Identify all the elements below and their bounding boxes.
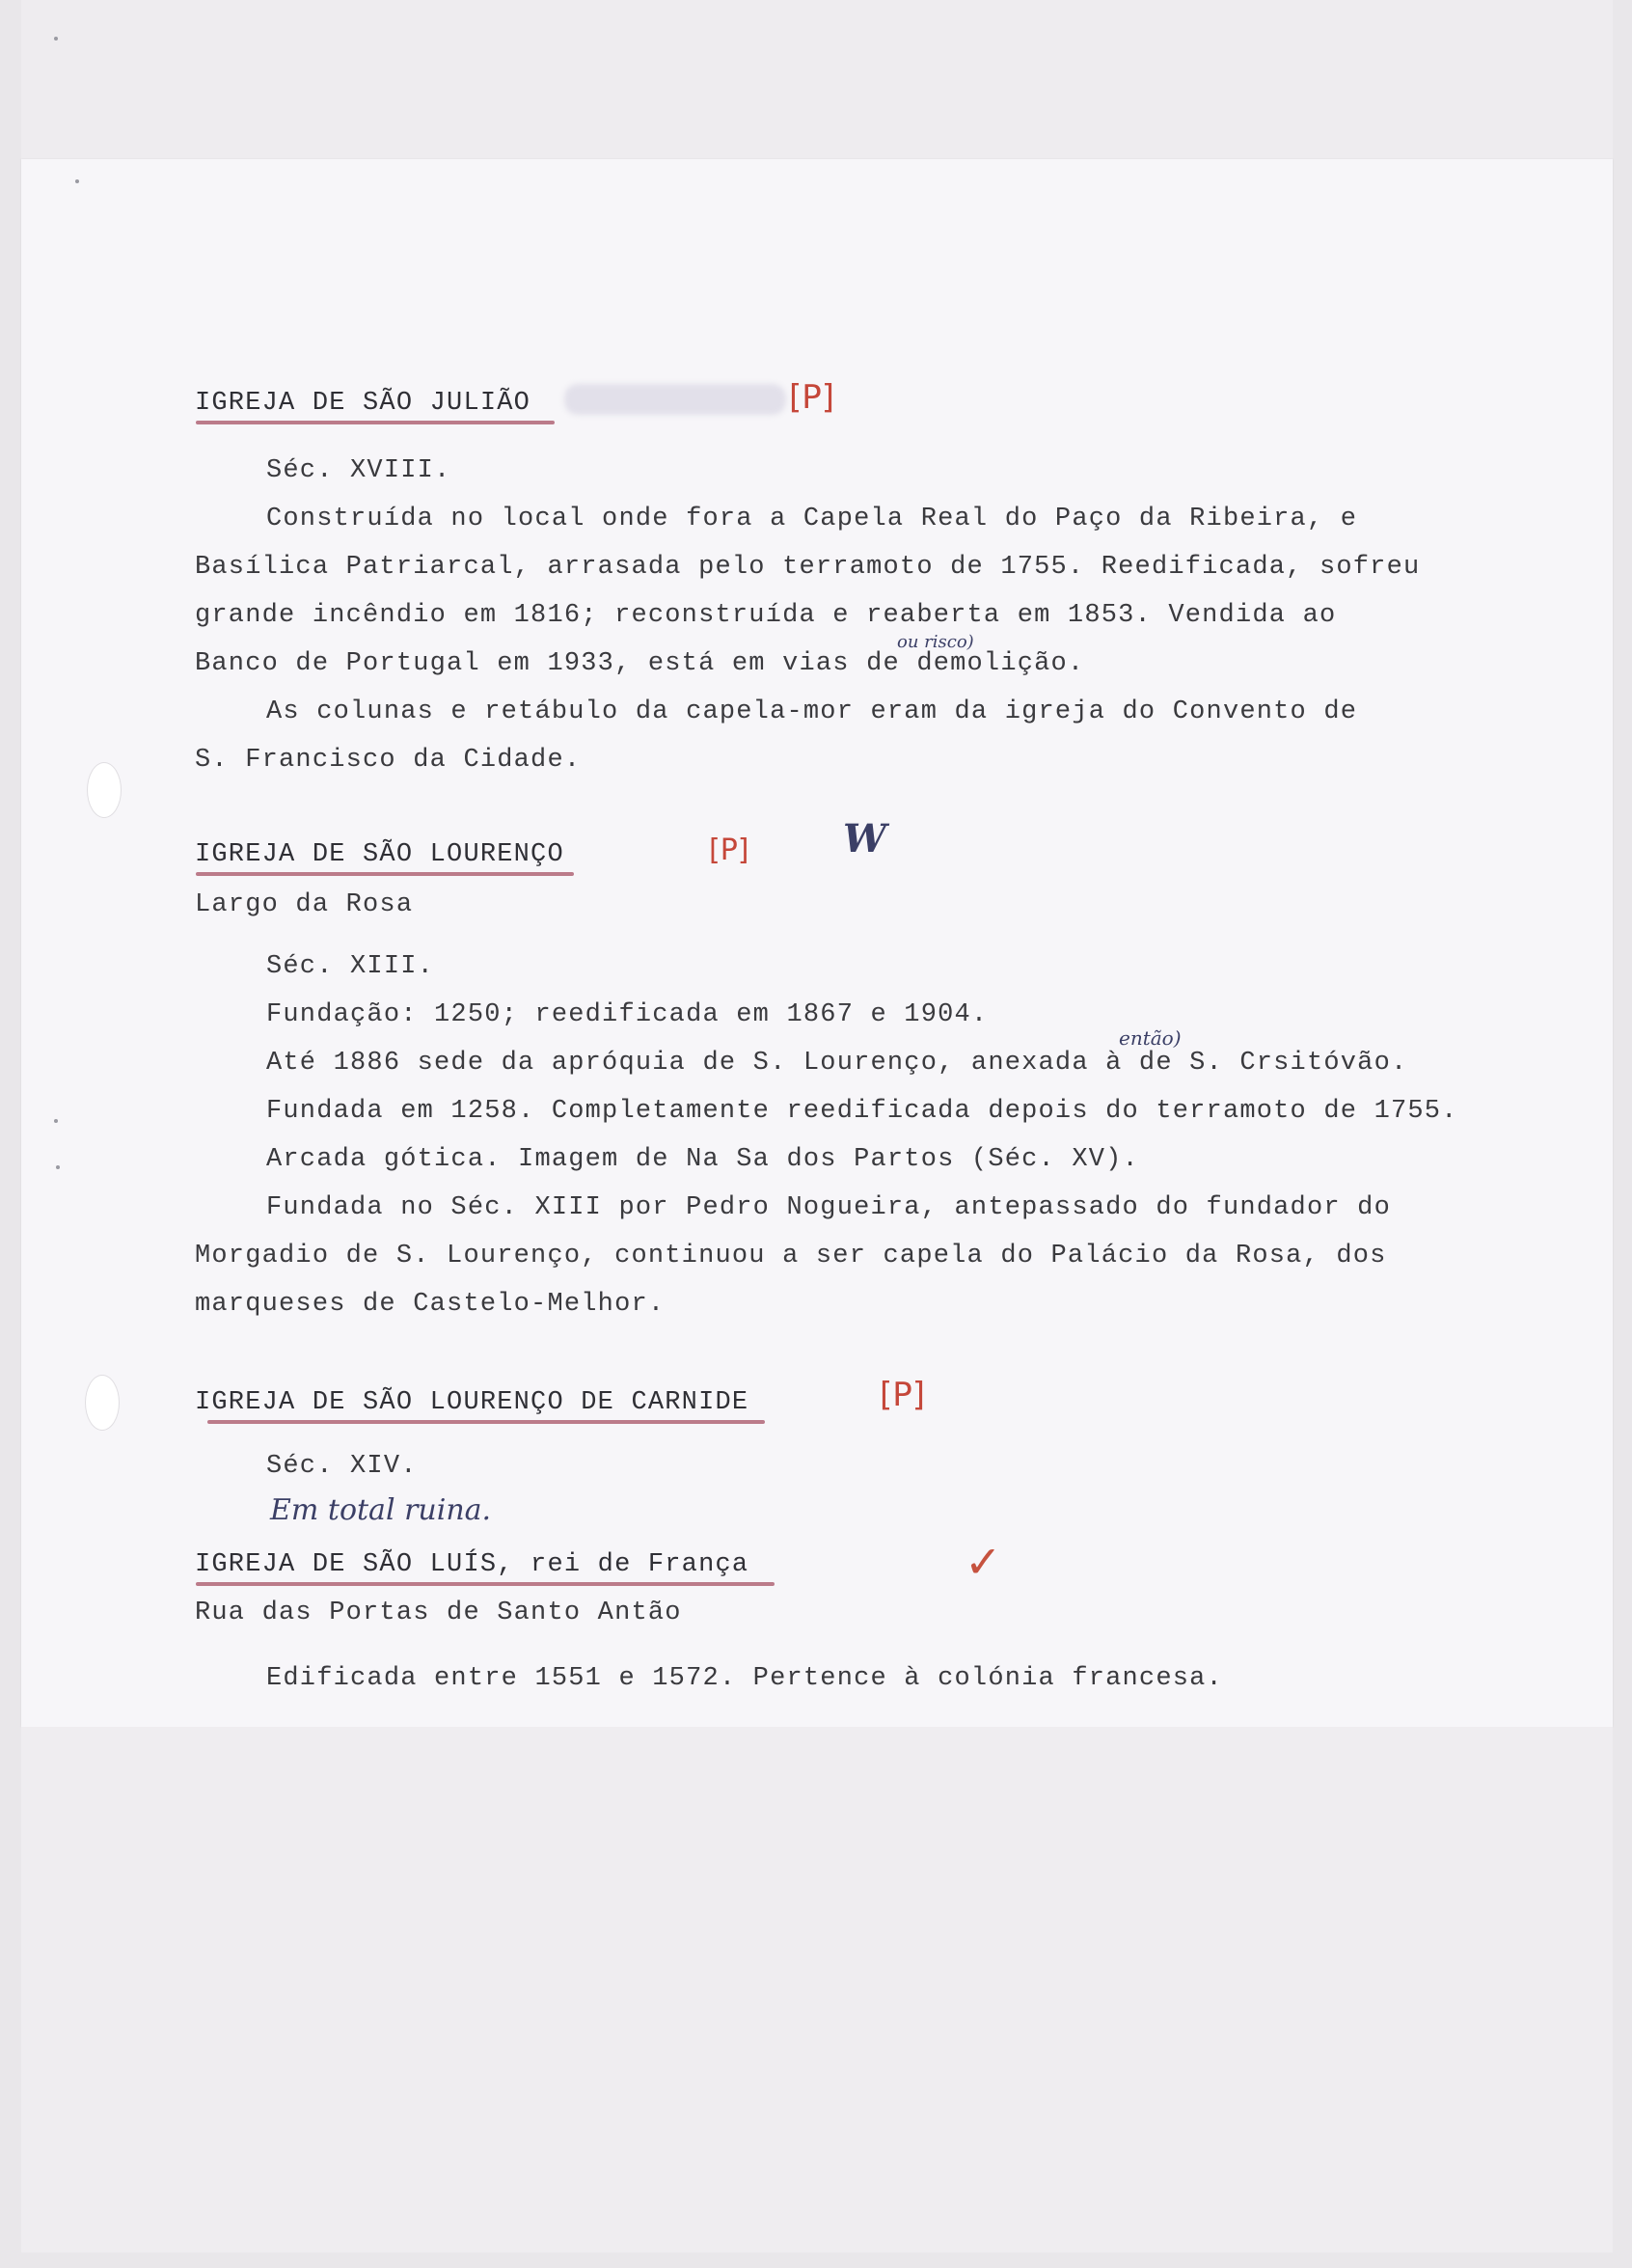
entry-title: IGREJA DE SÃO JULIÃO — [195, 389, 531, 418]
text-line: Banco de Portugal em 1933, está em vias de demolição. — [195, 649, 1085, 678]
text-line: Fundação: 1250; reedificada em 1867 e 1904. — [266, 1000, 989, 1029]
p-mark: [P] — [880, 1376, 926, 1414]
p-mark: [P] — [789, 378, 835, 417]
text-line: Morgadio de S. Lourenço, continuou a ser capela do Palácio da Rosa, dos — [195, 1242, 1387, 1271]
handwritten-annotation: então) — [1119, 1026, 1182, 1050]
text-line: Edificada entre 1551 e 1572. Pertence à colónia francesa. — [266, 1664, 1223, 1693]
text-line: marqueses de Castelo-Melhor. — [195, 1290, 666, 1319]
p-mark: [P] — [709, 833, 749, 867]
entry-subtitle: Rua das Portas de Santo Antão — [195, 1599, 682, 1627]
title-underline — [207, 1420, 765, 1424]
text-line: S. Francisco da Cidade. — [195, 746, 582, 775]
sheet-bottom-edge — [21, 1727, 1613, 2253]
text-line: Basílica Patriarcal, arrasada pelo terramoto de 1755. Reedificada, sofreu — [195, 553, 1421, 582]
entry-title: IGREJA DE SÃO LUÍS, rei de França — [195, 1550, 749, 1579]
text-line: Construída no local onde fora a Capela Real do Paço da Ribeira, e — [266, 505, 1358, 533]
entry-subtitle: Largo da Rosa — [195, 890, 414, 919]
speck — [54, 37, 58, 41]
speck — [54, 1119, 58, 1123]
title-underline — [196, 421, 555, 424]
text-line: Até 1886 sede da apróquia de S. Lourenço, anexada à de S. Crsitóvão. — [266, 1049, 1408, 1078]
text-line: Séc. XIV. — [266, 1452, 418, 1481]
handwritten-annotation: ou risco) — [897, 632, 974, 652]
sheet-top-edge — [21, 0, 1613, 159]
speck — [56, 1165, 60, 1169]
text-line: Arcada gótica. Imagem de Na Sa dos Partos (Séc. XV). — [266, 1145, 1139, 1174]
text-line: Séc. XVIII. — [266, 456, 451, 485]
text-line: grande incêndio em 1816; reconstruída e reaberta em 1853. Vendida ao — [195, 601, 1337, 630]
text-line: As colunas e retábulo da capela-mor eram da igreja do Convento de — [266, 697, 1358, 726]
speck — [75, 179, 79, 183]
check-mark: ✓ — [965, 1536, 1002, 1588]
entry-title: IGREJA DE SÃO LOURENÇO DE CARNIDE — [195, 1388, 749, 1417]
entry-title: IGREJA DE SÃO LOURENÇO — [195, 840, 564, 869]
scribble-mark: W — [843, 816, 886, 861]
text-line: Séc. XIII. — [266, 952, 435, 981]
punch-hole — [87, 762, 122, 818]
text-line: Fundada em 1258. Completamente reedificada depois do terramoto de 1755. — [266, 1097, 1458, 1126]
punch-hole — [85, 1375, 120, 1431]
title-underline — [196, 872, 574, 876]
erased-text — [564, 384, 786, 415]
text-line: Fundada no Séc. XIII por Pedro Nogueira, antepassado do fundador do — [266, 1193, 1391, 1222]
title-underline — [196, 1582, 775, 1586]
handwritten-note: Em total ruina. — [270, 1493, 492, 1527]
